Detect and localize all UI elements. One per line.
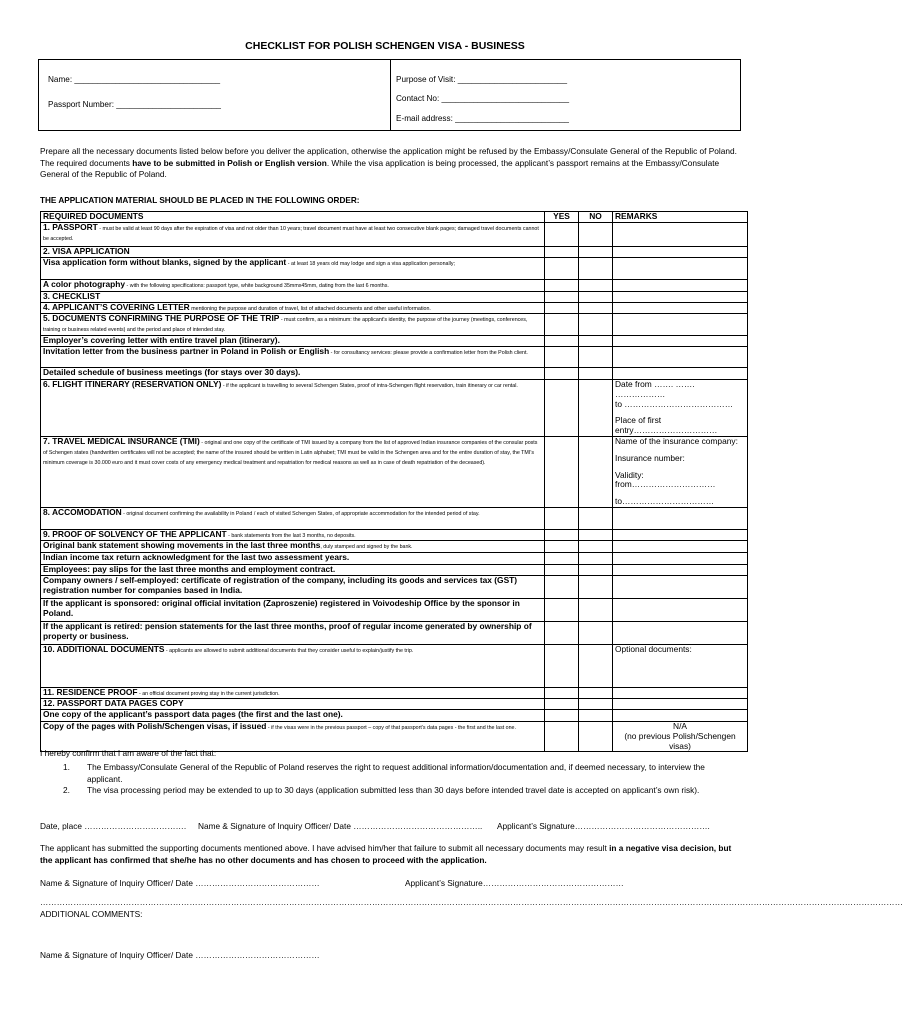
no-cell[interactable] [579, 687, 613, 698]
yes-cell[interactable] [545, 598, 579, 621]
document-title: If the applicant is retired: pension statements for the last three months, proof of regular income generated by ownership of property or business. [43, 620, 532, 641]
document-title: 1. PASSPORT [43, 222, 98, 232]
statement-text: The applicant has submitted the supporting documents mentioned above. I have advised him/her that failure to submit all necessary documents may result [40, 843, 610, 853]
comments-dotted-line: …………………………………………………………………………………………………………………………………………………………………………………………………………………………………………………………………………………… [40, 897, 903, 907]
yes-cell[interactable] [545, 507, 579, 529]
no-cell[interactable] [579, 621, 613, 644]
document-title: 7. TRAVEL MEDICAL INSURANCE (TMI) [43, 435, 200, 446]
document-note: - with the following specifications: passport type, white background 35mmx45mm, dating from the last 6 months. [125, 283, 389, 289]
no-cell[interactable] [579, 540, 613, 552]
remarks-cell[interactable] [613, 347, 748, 368]
confirm-item-1-number: 1. [63, 762, 70, 772]
table-row [41, 598, 748, 621]
document-title: Visa application form without blanks, signed by the applicant [43, 257, 287, 267]
document-note: - applicants are allowed to submit additional documents that they consider useful to explain/justify the trip. [164, 647, 414, 654]
table-row [41, 436, 748, 507]
required-document-cell [41, 644, 545, 687]
header-yes: YES [545, 212, 579, 223]
no-cell[interactable] [579, 247, 613, 258]
yes-cell[interactable] [545, 540, 579, 552]
remarks-cell[interactable] [613, 247, 748, 258]
table-row [41, 258, 748, 280]
name-field[interactable]: Name: ________________________________ [48, 75, 221, 84]
header-required: REQUIRED DOCUMENTS [41, 212, 545, 223]
yes-cell[interactable] [545, 303, 579, 314]
yes-cell[interactable] [545, 721, 579, 751]
remark-line: Name of the insurance company: [615, 435, 738, 446]
document-note: - must be valid at least 90 days after the expiration of visa and not older than 10 years; travel document must have at least two consecutive blank pages; damaged travel documents cannot be accepted. [43, 226, 539, 242]
document-note: - original and one copy of the certificate of TMI issued by a company from the list of approved Indian insurance companies of the consular posts of Schengen states (handwritten certificates will not be accepted; the name of the insured should be written in Latin alphabet; TMI must be valid in the Schengen area and for the entire duration of stay, the TMI’s minimum coverage is 30.000 euro and it must cover costs of any emergency medical treatment and repatriation for medical reasons as well as in case of death repatriation of the deceased). [43, 439, 538, 466]
yes-cell[interactable] [545, 564, 579, 575]
document-title: 10. ADDITIONAL DOCUMENTS [43, 643, 165, 654]
table-row [41, 314, 748, 336]
yes-cell[interactable] [545, 368, 579, 380]
remarks-cell[interactable] [613, 436, 748, 507]
table-row [41, 687, 748, 698]
no-cell[interactable] [579, 303, 613, 314]
remarks-cell[interactable] [613, 368, 748, 380]
yes-cell[interactable] [545, 380, 579, 437]
remark-line: to ………………………………… [615, 398, 734, 409]
no-cell[interactable] [579, 698, 613, 709]
required-document-cell [41, 598, 545, 621]
remarks-cell[interactable] [613, 721, 748, 751]
required-document-cell [41, 564, 545, 575]
remark-line: Validity: from………………………… [615, 469, 716, 490]
table-row [41, 368, 748, 380]
document-title: 3. CHECKLIST [43, 291, 101, 301]
required-document-cell [41, 247, 545, 258]
yes-cell[interactable] [545, 529, 579, 540]
document-title: 2. VISA APPLICATION [43, 246, 130, 256]
remarks-cell[interactable] [613, 380, 748, 437]
required-document-cell [41, 687, 545, 698]
info-box-divider [390, 59, 391, 131]
no-cell[interactable] [579, 575, 613, 598]
required-document-cell [41, 314, 545, 336]
table-row [41, 292, 748, 303]
document-title: 5. DOCUMENTS CONFIRMING THE PURPOSE OF THE TRIP [43, 313, 280, 323]
remarks-cell[interactable] [613, 507, 748, 529]
intro-paragraph [40, 146, 740, 181]
required-document-cell [41, 292, 545, 303]
required-document-cell [41, 575, 545, 598]
email-field[interactable]: E-mail address: _________________________ [396, 114, 569, 123]
document-note: - if the visas were in the previous passport – copy of that passport’s data pages - the first and the last one. [266, 724, 516, 731]
table-row [41, 540, 748, 552]
required-document-cell [41, 709, 545, 721]
table-row [41, 247, 748, 258]
no-cell[interactable] [579, 721, 613, 751]
required-document-cell [41, 223, 545, 247]
required-document-cell [41, 258, 545, 280]
no-cell[interactable] [579, 368, 613, 380]
table-row [41, 303, 748, 314]
statement-text-bold: in a negative visa decision, but the applicant has confirmed that she/he has no other documents and has chosen to proceed with the application. [40, 843, 732, 865]
header-remarks: REMARKS [613, 212, 748, 223]
required-document-cell [41, 368, 545, 380]
remarks-cell[interactable] [613, 529, 748, 540]
table-row [41, 223, 748, 247]
remark-line: to…………………………… [615, 496, 715, 507]
remarks-cell[interactable] [613, 598, 748, 621]
passport-number-field[interactable]: Passport Number: _______________________ [48, 100, 221, 109]
required-document-cell [41, 540, 545, 552]
document-title: 11. RESIDENCE PROOF [43, 686, 138, 697]
checklist-table [40, 211, 748, 752]
remarks-cell[interactable] [613, 336, 748, 347]
remark-line: N/A [673, 720, 687, 731]
remarks-cell[interactable] [613, 709, 748, 721]
no-cell[interactable] [579, 436, 613, 507]
yes-cell[interactable] [545, 698, 579, 709]
document-title: Detailed schedule of business meetings (for stays over 30 days). [43, 367, 301, 377]
required-document-cell [41, 529, 545, 540]
required-document-cell [41, 552, 545, 564]
remark-line: Optional documents: [615, 643, 692, 654]
remark-line: (no previous Polish/Schengen visas) [624, 730, 736, 751]
no-cell[interactable] [579, 564, 613, 575]
document-title: Company owners / self-employed: certificate of registration of the company, including its goods and services tax (GST) registration number for companies based in India. [43, 574, 518, 595]
yes-cell[interactable] [545, 223, 579, 247]
table-row [41, 709, 748, 721]
officer-signature-line-1[interactable]: Name & Signature of Inquiry Officer/ Date ……………………………………….. [198, 821, 483, 831]
yes-cell[interactable] [545, 247, 579, 258]
remarks-cell[interactable] [613, 223, 748, 247]
applicant-signature-line-2[interactable]: Applicant’s Signature…………………………………………… [405, 878, 624, 888]
officer-signature-line-2[interactable]: Name & Signature of Inquiry Officer/ Date ……………………………………… [40, 878, 320, 888]
confirm-intro: I hereby confirm that I am aware of the fact that: [40, 748, 217, 758]
table-row [41, 347, 748, 368]
no-cell[interactable] [579, 598, 613, 621]
remark-line: Date from ……. ……. ……………… [615, 379, 695, 399]
yes-cell[interactable] [545, 552, 579, 564]
table-row [41, 575, 748, 598]
remarks-cell[interactable] [613, 575, 748, 598]
no-cell[interactable] [579, 258, 613, 280]
document-note: mentioning the purpose and duration of travel, list of attached documents and other useful information. [189, 306, 431, 312]
document-note: - at least 18 years old may lodge and sign a visa application personally; [286, 261, 455, 267]
remark-line: Place of first entry………………………… [615, 415, 718, 436]
table-row [41, 380, 748, 437]
remarks-cell[interactable] [613, 698, 748, 709]
remarks-cell[interactable] [613, 540, 748, 552]
document-title: Original bank statement showing movements in the last three months [43, 539, 321, 550]
header-no: NO [579, 212, 613, 223]
confirm-item-1-text: The Embassy/Consulate General of the Republic of Poland reserves the right to request additional information/documentation and, if deemed necessary, to interview the applicant. [87, 762, 705, 784]
yes-cell[interactable] [545, 258, 579, 280]
document-note: - for consultancy services: please provide a confirmation letter from the Polish client. [329, 350, 528, 356]
remark-line: Insurance number: [615, 452, 685, 463]
required-document-cell [41, 698, 545, 709]
remarks-cell[interactable] [613, 687, 748, 698]
yes-cell[interactable] [545, 280, 579, 292]
remarks-cell[interactable] [613, 621, 748, 644]
remarks-cell[interactable] [613, 303, 748, 314]
remarks-cell[interactable] [613, 292, 748, 303]
document-note: - bank statements from the last 3 months, no deposits. [226, 532, 356, 539]
remarks-cell[interactable] [613, 644, 748, 687]
no-cell[interactable] [579, 644, 613, 687]
yes-cell[interactable] [545, 575, 579, 598]
document-title: If the applicant is sponsored: original official invitation (Zaproszenie) registered in Voivodeship Office by the sponsor in Poland. [43, 597, 520, 618]
yes-cell[interactable] [545, 621, 579, 644]
table-row [41, 644, 748, 687]
remarks-cell[interactable] [613, 564, 748, 575]
document-title: A color photography [43, 279, 126, 289]
required-document-cell [41, 621, 545, 644]
no-cell[interactable] [579, 552, 613, 564]
document-note: - original document confirming the availability in Poland / each of visited Schengen States, of appropriate accommodation for the intended period of stay. [121, 510, 480, 517]
table-row [41, 552, 748, 564]
material-heading: THE APPLICATION MATERIAL SHOULD BE PLACED IN THE FOLLOWING ORDER: [40, 196, 360, 205]
purpose-field[interactable]: Purpose of Visit: ________________________ [396, 75, 568, 84]
document-title: Invitation letter from the business partner in Poland in Polish or English [43, 346, 330, 356]
required-document-cell [41, 507, 545, 529]
document-title: Copy of the pages with Polish/Schengen visas, if issued [43, 720, 267, 731]
no-cell[interactable] [579, 292, 613, 303]
required-document-cell [41, 380, 545, 437]
officer-signature-line-3[interactable]: Name & Signature of Inquiry Officer/ Date ……………………………………… [40, 950, 320, 960]
document-note: - an official document proving stay in the current jurisdiction. [137, 690, 280, 697]
yes-cell[interactable] [545, 292, 579, 303]
yes-cell[interactable] [545, 336, 579, 347]
remarks-cell[interactable] [613, 314, 748, 336]
confirm-item-2-number: 2. [63, 785, 70, 795]
table-header-row [41, 212, 748, 223]
no-cell[interactable] [579, 380, 613, 437]
applicant-signature-line-1[interactable]: Applicant’s Signature…………………………………………. [497, 821, 710, 831]
remarks-cell[interactable] [613, 552, 748, 564]
no-cell[interactable] [579, 314, 613, 336]
yes-cell[interactable] [545, 687, 579, 698]
required-document-cell [41, 303, 545, 314]
required-document-cell [41, 436, 545, 507]
required-document-cell [41, 336, 545, 347]
document-title: One copy of the applicant’s passport data pages (the first and the last one). [43, 708, 343, 719]
remarks-cell[interactable] [613, 258, 748, 280]
yes-cell[interactable] [545, 347, 579, 368]
intro-text-1: Prepare all the necessary documents listed below before you deliver the application, otherwise the application might be refused by the Embassy/Consulate General of the Republic of Poland. The required documents [40, 146, 737, 168]
document-note: - if the applicant is travelling to several Schengen States, proof of intra-Schengen flight reservation, train itinerary or car rental. [221, 383, 518, 389]
required-document-cell [41, 280, 545, 292]
page-title: CHECKLIST FOR POLISH SCHENGEN VISA - BUSINESS [245, 40, 525, 52]
document-title: 6. FLIGHT ITINERARY (RESERVATION ONLY) [43, 379, 222, 389]
document-note: , duly stamped and signed by the bank. [320, 543, 413, 550]
required-document-cell [41, 347, 545, 368]
yes-cell[interactable] [545, 644, 579, 687]
table-row [41, 336, 748, 347]
additional-comments-label: ADDITIONAL COMMENTS: [40, 909, 143, 919]
yes-cell[interactable] [545, 314, 579, 336]
document-title: 4. APPLICANT’S COVERING LETTER [43, 302, 190, 312]
no-cell[interactable] [579, 529, 613, 540]
table-row [41, 529, 748, 540]
date-place-line[interactable]: Date, place ………………………………. [40, 821, 187, 831]
document-title: 12. PASSPORT DATA PAGES COPY [43, 697, 184, 708]
yes-cell[interactable] [545, 436, 579, 507]
statement-paragraph [40, 843, 740, 866]
no-cell[interactable] [579, 336, 613, 347]
confirm-item-2-text: The visa processing period may be extended to up to 30 days (application submitted less than 30 days before intended travel date is accepted on applicant’s own risk). [87, 785, 700, 795]
no-cell[interactable] [579, 347, 613, 368]
document-title: 8. ACCOMODATION [43, 506, 122, 517]
table-row [41, 507, 748, 529]
table-row [41, 564, 748, 575]
no-cell[interactable] [579, 280, 613, 292]
document-title: Employer’s covering letter with entire travel plan (itinerary). [43, 335, 280, 345]
table-row [41, 280, 748, 292]
intro-text-2: . While the visa application is being processed, the applicant’s passport remains at the Embassy/Consulate General of the Republic of Poland. [40, 157, 720, 180]
document-title: 9. PROOF OF SOLVENCY OF THE APPLICANT [43, 528, 227, 539]
remarks-cell[interactable] [613, 280, 748, 292]
no-cell[interactable] [579, 507, 613, 529]
yes-cell[interactable] [545, 709, 579, 721]
table-row [41, 621, 748, 644]
contact-field[interactable]: Contact No: ____________________________ [396, 94, 570, 103]
table-row [41, 698, 748, 709]
intro-text-bold: have to be submitted in Polish or English version [132, 157, 327, 168]
no-cell[interactable] [579, 709, 613, 721]
no-cell[interactable] [579, 223, 613, 247]
document-note: - must confirm, as a minimum: the applicant’s identity, the purpose of the journey (meetings, conferences, training or business related events) and the period and place of intended stay. [43, 317, 528, 333]
document-title: Indian income tax return acknowledgment for the last two assessment years. [43, 551, 350, 562]
document-title: Employees: pay slips for the last three months and employment contract. [43, 563, 336, 574]
